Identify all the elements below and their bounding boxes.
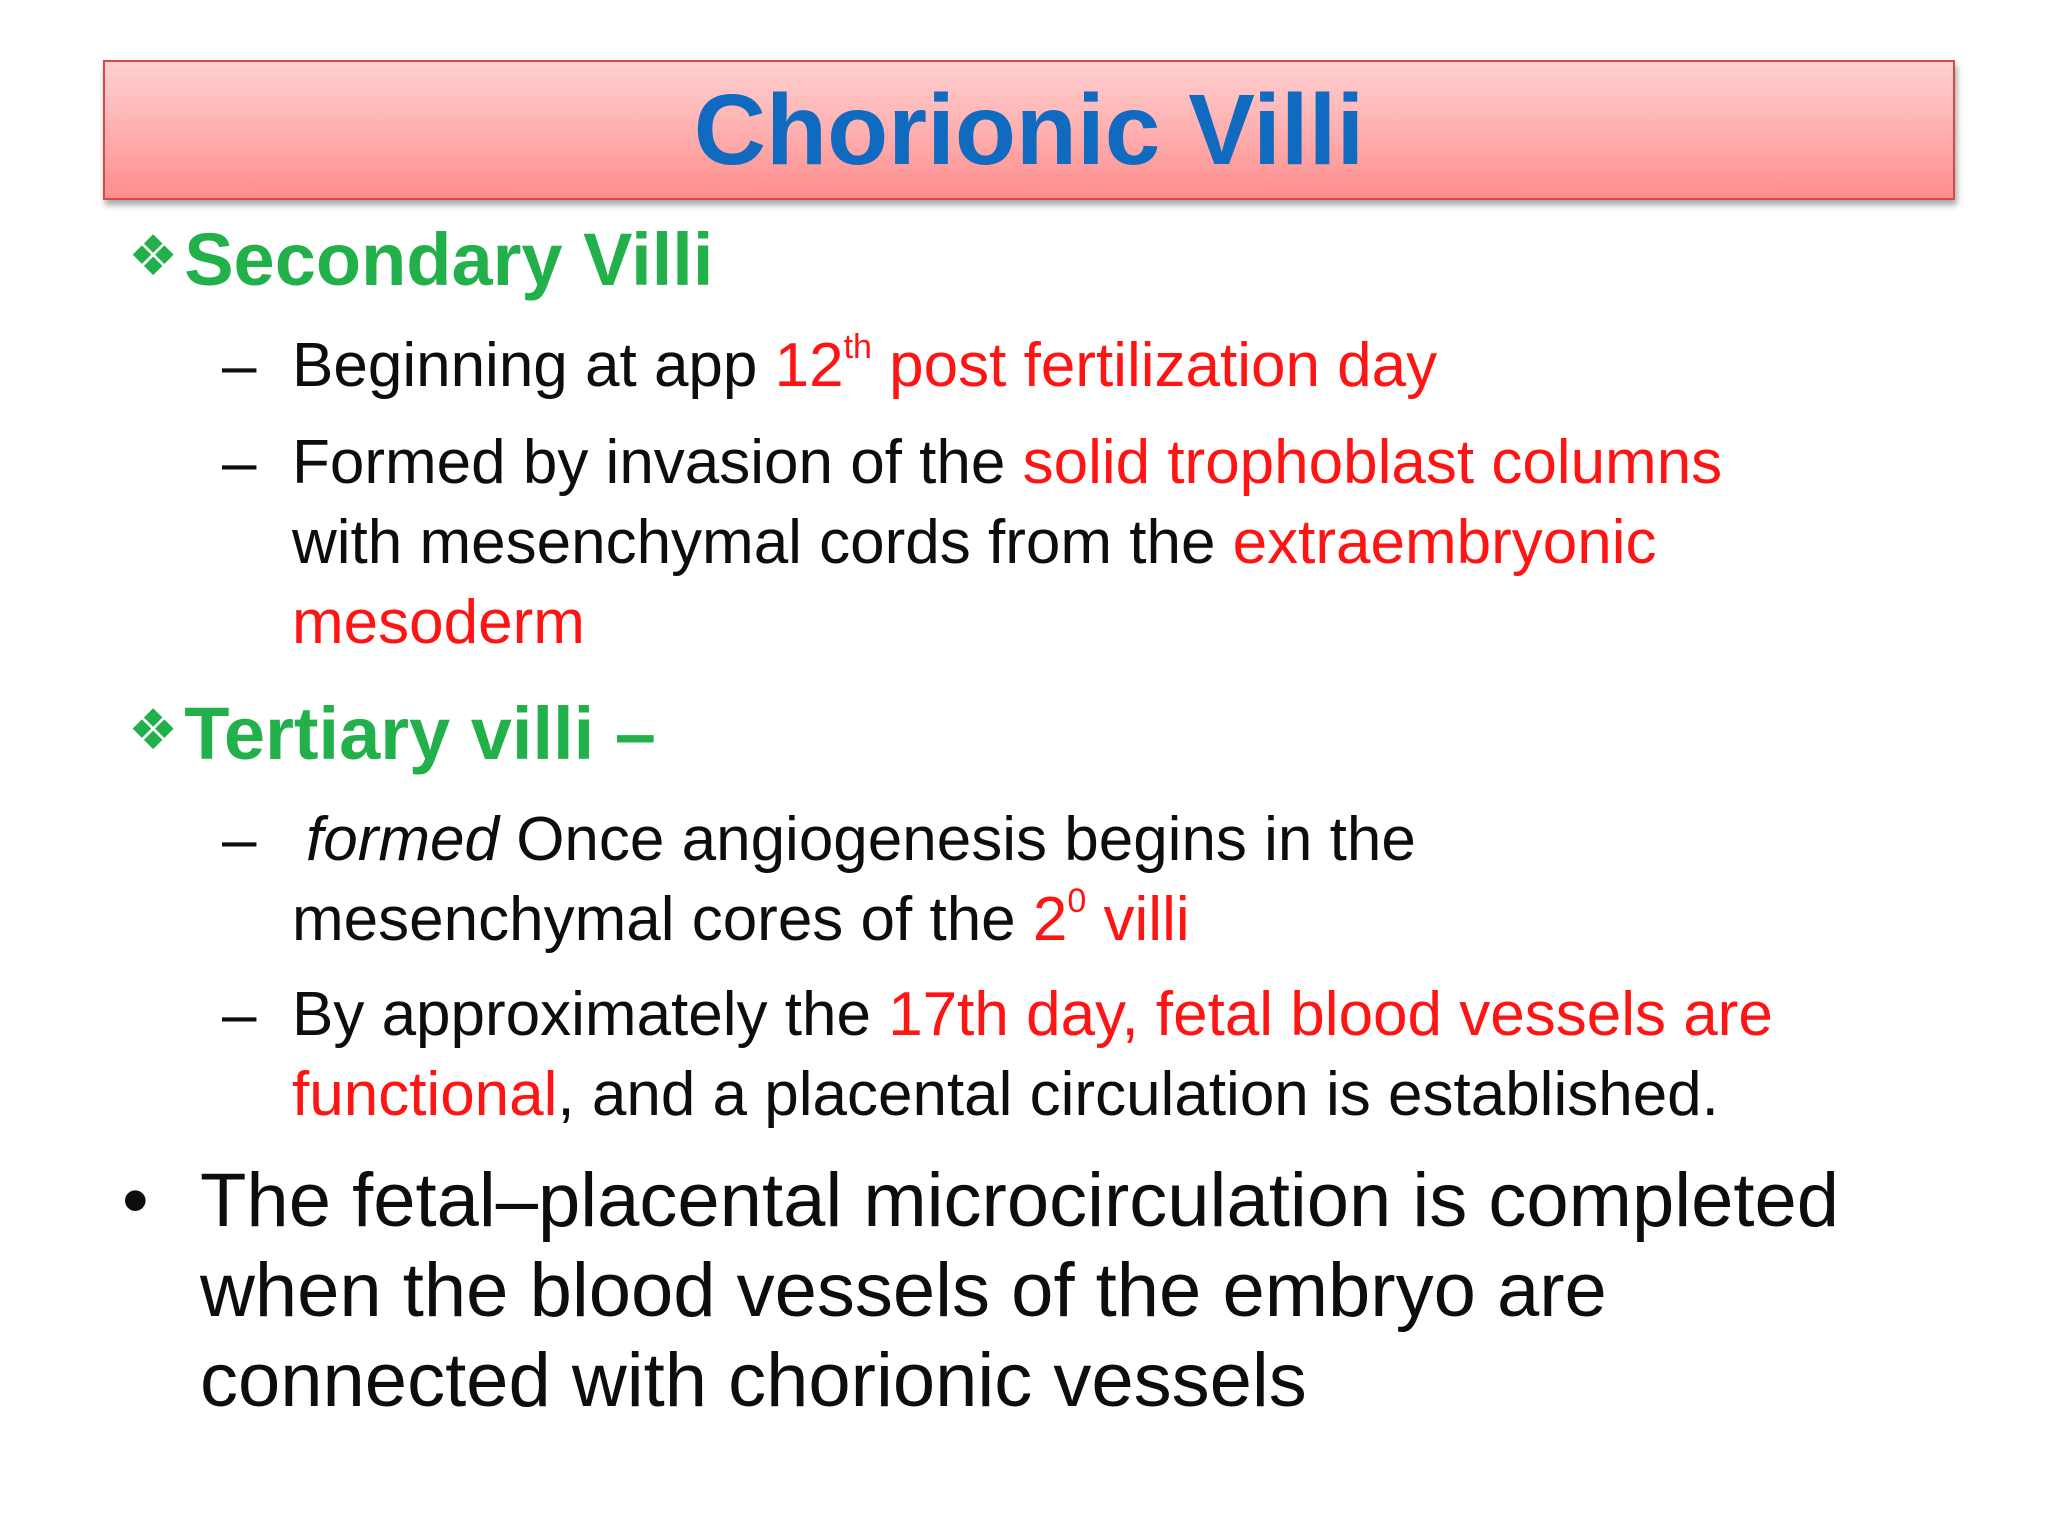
sub-item-text	[292, 326, 1437, 406]
dash-marker: –	[222, 980, 257, 1049]
highlight-segment: mesoderm	[292, 588, 585, 657]
text-segment: Formed by invasion of the	[292, 428, 1023, 497]
superscript: th	[843, 328, 872, 366]
text-segment: with mesenchymal cords from the	[292, 508, 1233, 577]
bullet-dot: •	[122, 1158, 149, 1243]
four-diamond-icon: ❖	[128, 224, 179, 287]
slide-title: Chorionic Villi	[693, 74, 1365, 186]
dash-marker: –	[222, 428, 257, 497]
superscript: 0	[1067, 882, 1087, 920]
section-heading-tertiary-villi	[128, 692, 656, 775]
four-diamond-icon: ❖	[128, 698, 179, 761]
sub-item-text	[292, 800, 1416, 960]
dash-marker: –	[222, 331, 257, 400]
bullet-line: connected with chorionic vessels	[200, 1338, 1307, 1423]
sub-item-text	[292, 975, 1773, 1135]
bullet-line: The fetal–placental microcirculation is completed	[200, 1158, 1840, 1243]
highlight-segment: 12	[774, 331, 844, 400]
highlight-segment: 17th day, fetal blood vessels are	[888, 980, 1773, 1049]
bullet-line: when the blood vessels of the embryo are	[200, 1248, 1607, 1333]
text-segment: , and a placental circulation is established.	[557, 1060, 1719, 1129]
section-heading-secondary-villi	[128, 218, 714, 301]
highlight-segment: solid trophoblast columns	[1022, 428, 1723, 497]
text-segment: mesenchymal cores of the	[292, 885, 1033, 954]
section-heading-label: Tertiary villi –	[184, 692, 656, 775]
italic-segment: formed	[306, 805, 499, 874]
bullet-text	[200, 1156, 1839, 1426]
highlight-segment: 2	[1032, 885, 1068, 954]
section-heading-label: Secondary Villi	[184, 218, 714, 301]
text-segment: Once angiogenesis begins in the	[498, 805, 1416, 874]
text-segment: Beginning at app	[292, 331, 775, 400]
highlight-segment: villi	[1086, 885, 1190, 954]
highlight-segment: extraembryonic	[1232, 508, 1657, 577]
sub-item-text	[292, 423, 1722, 663]
highlight-segment: functional	[292, 1060, 558, 1129]
text-segment: By approximately the	[292, 980, 889, 1049]
highlight-segment: post fertilization day	[871, 331, 1438, 400]
title-banner	[103, 60, 1955, 200]
dash-marker: –	[222, 805, 257, 874]
